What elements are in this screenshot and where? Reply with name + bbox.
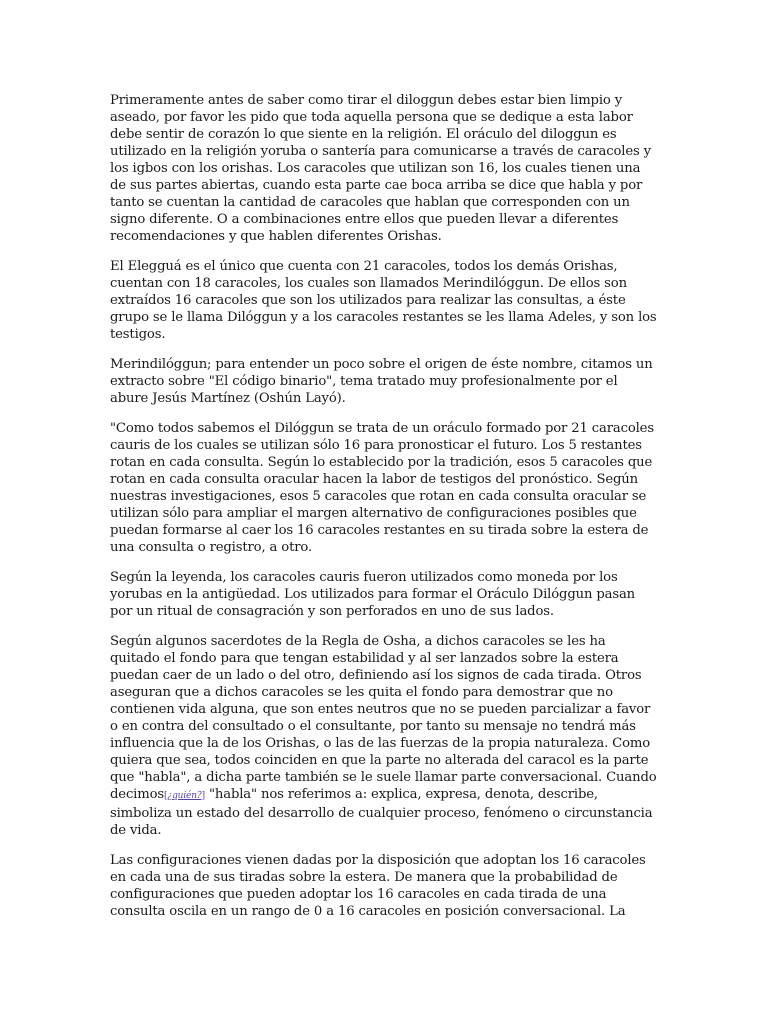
citation-bracket-close: ] <box>201 791 205 801</box>
paragraph-sacerdotes-text: Según algunos sacerdotes de la Regla de Osha, a dichos caracoles se les ha quitado el fondo para que tengan estabilidad y al ser lanzados sobre la estera puedan caer de un lado o del otro, definiendo así los signos de cada tirada. Otros aseguran que a dichos caracoles se les quita el fondo para demostrar que no contienen vida alguna, que son entes neutros que no se pueden parcializar a favor o en contra del consultado o el consultante, por tanto su mensaje no tendrá más influencia que la de los Orishas, o las de las fuerzas de la propia naturaleza. Como quiera que sea, todos coinciden en que la parte no alterada del caracol es la parte que "habla", a dicha parte también se le suele llamar parte conversacional. Cuando decimos <box>110 634 657 802</box>
paragraph-merindiloggun: Merindilóggun; para entender un poco sobre el origen de éste nombre, citamos un extracto sobre "El código binario", tema tratado muy profesionalmente por el abure Jesús Martínez (Oshún Layó). <box>110 357 653 406</box>
paragraph-sacerdotes-text-end: "habla" nos referimos a: explica, expresa, denota, describe, simboliza un estado del desarrollo de cualquier proceso, fenómeno o circunstancia de vida. <box>110 787 653 838</box>
paragraph-quote: "Como todos sabemos el Dilóggun se trata de un oráculo formado por 21 caracoles cauris de los cuales se utilizan sólo 16 para pronosticar el futuro. Los 5 restantes rotan en cada consulta. Según lo establecido por la tradición, esos 5 caracoles que rotan en cada consulta oracular hacen la labor de testigos del pronóstico. Según nuestras investigaciones, esos 5 caracoles que rotan en cada consulta oracular se utilizan sólo para ampliar el margen alternativo de configuraciones posibles que puedan formarse al caer los 16 caracoles restantes en su tirada sobre la estera de una consulta o registro, a otro. <box>110 421 654 555</box>
paragraph-leyenda: Según la leyenda, los caracoles cauris fueron utilizados como moneda por los yorubas en la antigüedad. Los utilizados para formar el Oráculo Dilóggun pasan por un ritual de consagración y son perforados en uno de sus lados. <box>110 570 636 619</box>
paragraph-sacerdotes <box>110 633 658 839</box>
document-page <box>110 92 658 933</box>
quien-link[interactable]: ¿quién? <box>167 791 202 801</box>
paragraph-configuraciones: Las configuraciones vienen dadas por la disposición que adoptan los 16 caracoles en cada una de sus tiradas sobre la estera. De manera que la probabilidad de configuraciones que pueden adoptar los 16 caracoles en cada tirada de una consulta oscila en un rango de 0 a 16 caracoles en posición conversacional. La <box>110 853 646 919</box>
citation-bracket-open: [ <box>164 791 168 801</box>
paragraph-intro: Primeramente antes de saber como tirar el diloggun debes estar bien limpio y aseado, por favor les pido que toda aquella persona que se dedique a esta labor debe sentir de corazón lo que siente en la religión. El oráculo del diloggun es utilizado en la religión yoruba o santería para comunicarse a través de caracoles y los igbos con los orishas. Los caracoles que utilizan son 16, los cuales tienen una de sus partes abiertas, cuando esta parte cae boca arriba se dice que habla y por tanto se cuentan la cantidad de caracoles que hablan que corresponden con un signo diferente. O a combinaciones entre ellos que pueden llevar a diferentes recomendaciones y que hablen diferentes Orishas. <box>110 93 651 244</box>
paragraph-eleggua: El Elegguá es el único que cuenta con 21 caracoles, todos los demás Orishas, cuentan con 18 caracoles, los cuales son llamados Merindilóggun. De ellos son extraídos 16 caracoles que son los utilizados para realizar las consultas, a éste grupo se le llama Dilóggun y a los caracoles restantes se les llama Adeles, y son los testigos. <box>110 259 657 342</box>
